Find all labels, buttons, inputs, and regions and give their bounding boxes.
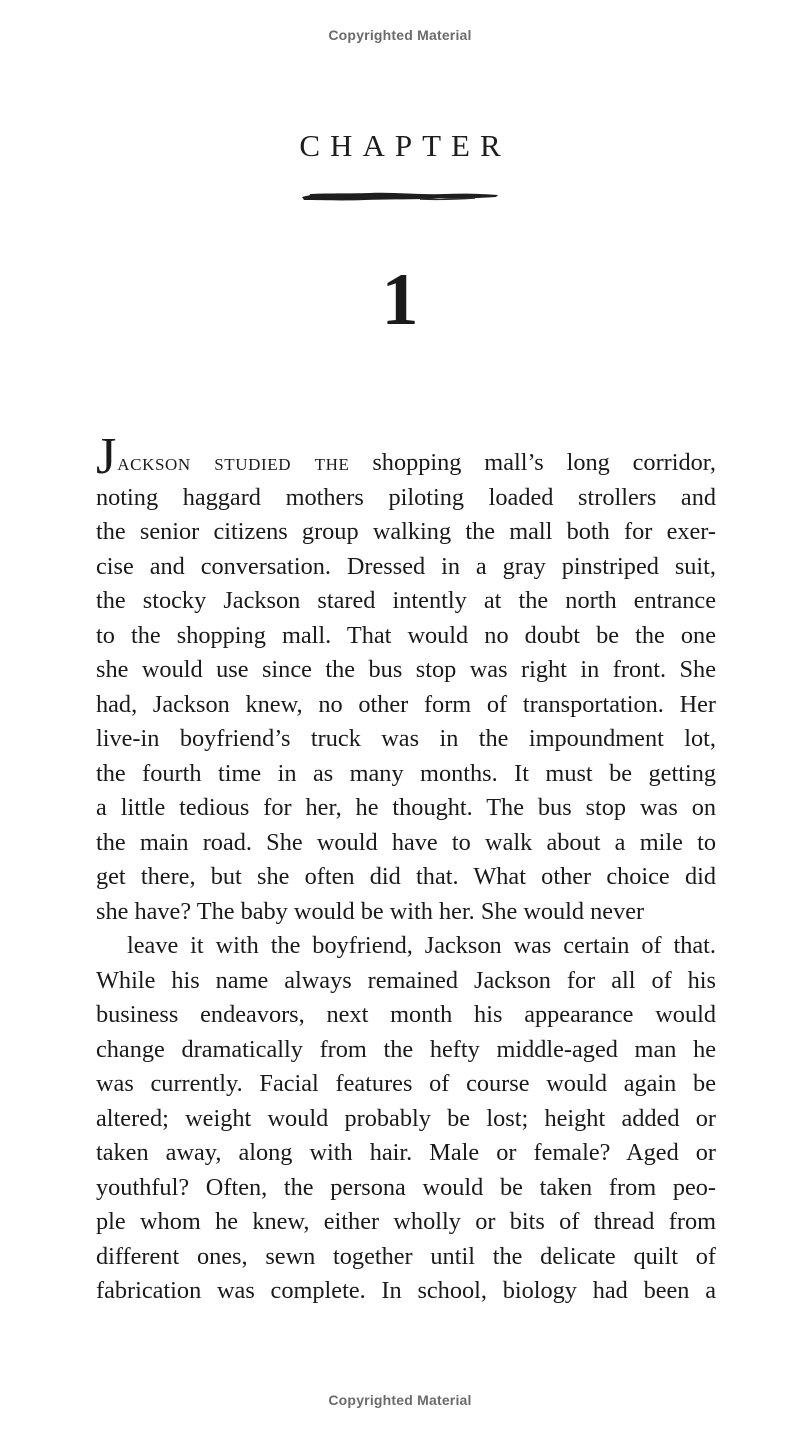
text-line: change dramatically from the hefty middle-aged man he — [96, 1035, 716, 1063]
text-line: noting haggard mothers piloting loaded strollers and — [96, 483, 716, 511]
text-line: live-in boyfriend’s truck was in the impoundment lot, — [96, 725, 716, 752]
text-line: different ones, sewn together until the delicate quilt of — [96, 1242, 716, 1270]
copyright-watermark-bottom: Copyrighted Material — [328, 1392, 472, 1408]
text-line: she would use since the bus stop was right in front. She — [96, 656, 716, 683]
opening-small-caps: ackson studied the — [117, 449, 350, 476]
text-line: altered; weight would probably be lost; height added or — [96, 1104, 716, 1132]
text-line: the main road. She would have to walk about a mile to — [96, 828, 716, 856]
chapter-number: 1 — [381, 259, 419, 341]
text-line: to the shopping mall. That would no doubt be the one — [96, 621, 716, 649]
drop-cap: J — [96, 428, 117, 485]
chapter-body-text — [96, 428, 716, 1309]
brush-stroke-ornament — [300, 186, 500, 206]
text-line: cise and conversation. Dressed in a gray pinstriped suit, — [96, 552, 716, 580]
opening-line-rest: shopping mall’s long corridor, — [349, 449, 716, 476]
text-line: was currently. Facial features of course would again be — [96, 1070, 716, 1097]
text-line: business endeavors, next month his appearance would — [96, 1001, 716, 1028]
text-line: fabrication was complete. In school, biology had been a — [96, 1277, 716, 1304]
text-line: she have? The baby would be with her. She would never — [96, 897, 645, 925]
text-line: a little tedious for her, he thought. The bus stop was on — [96, 794, 716, 821]
copyright-watermark-top: Copyrighted Material — [328, 27, 472, 43]
text-line: had, Jackson knew, no other form of transportation. Her — [96, 690, 716, 718]
text-line: ple whom he knew, either wholly or bits of thread from — [96, 1208, 716, 1235]
text-line: youthful? Often, the persona would be taken from peo- — [96, 1173, 716, 1201]
text-line: While his name always remained Jackson for all of his — [96, 966, 716, 994]
text-line: taken away, along with hair. Male or female? Aged or — [96, 1139, 716, 1166]
opening-line — [96, 428, 716, 485]
text-line: the senior citizens group walking the mall both for exer- — [96, 518, 716, 545]
text-line: the fourth time in as many months. It must be getting — [96, 759, 716, 787]
paragraph-start-line: leave it with the boyfriend, Jackson was certain of that. — [127, 932, 716, 959]
text-line: the stocky Jackson stared intently at the north entrance — [96, 587, 716, 614]
chapter-label: CHAPTER — [299, 128, 511, 163]
text-line: get there, but she often did that. What other choice did — [96, 863, 716, 890]
